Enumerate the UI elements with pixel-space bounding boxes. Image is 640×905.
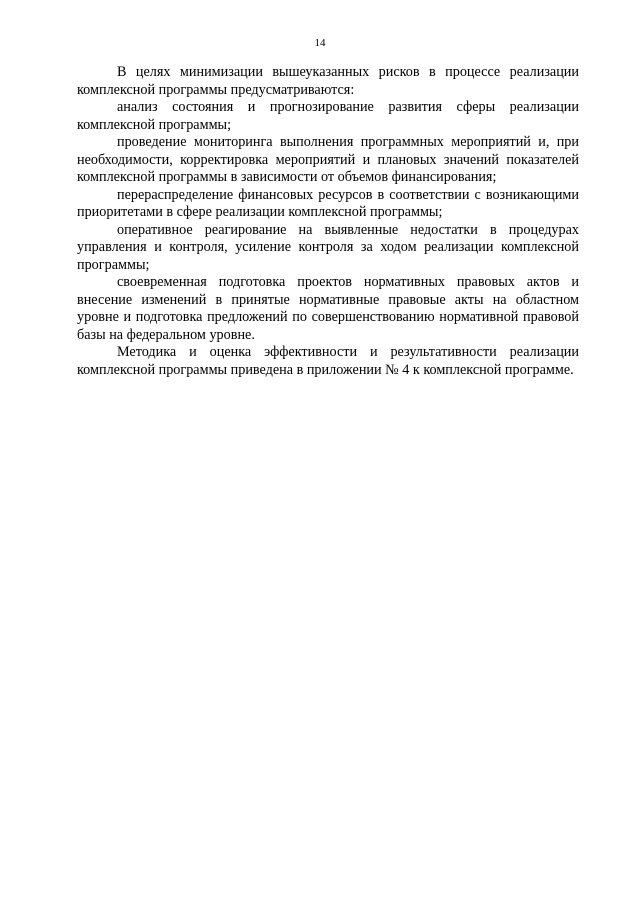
paragraph-intro: В целях минимизации вышеуказанных рисков в процессе реализации комплексной программы предусматриваются: [77,64,579,98]
paragraph-methodology: Методика и оценка эффективности и результативности реализации комплексной программы приведена в приложении № 4 к комплексной программе. [77,344,579,378]
paragraph-legal-acts: своевременная подготовка проектов нормативных правовых актов и внесение изменений в принятые нормативные правовые акты на областном уровне и подготовка предложений по совершенствованию нормативной правовой базы на федеральном уровне. [77,274,579,343]
paragraph-redistribution: перераспределение финансовых ресурсов в соответствии с возникающими приоритетами в сфере реализации комплексной программы; [77,186,579,220]
document-body [77,64,579,379]
page-number: 14 [314,37,326,49]
paragraph-analysis: анализ состояния и прогнозирование развития сферы реализации комплексной программы; [77,99,579,133]
paragraph-response: оперативное реагирование на выявленные недостатки в процедурах управления и контроля, усиление контроля за ходом реализации комплексной программы; [77,221,579,273]
paragraph-monitoring: проведение мониторинга выполнения программных мероприятий и, при необходимости, корректировка мероприятий и плановых значений показателей комплексной программы в зависимости от объемов финансирования; [77,134,579,185]
